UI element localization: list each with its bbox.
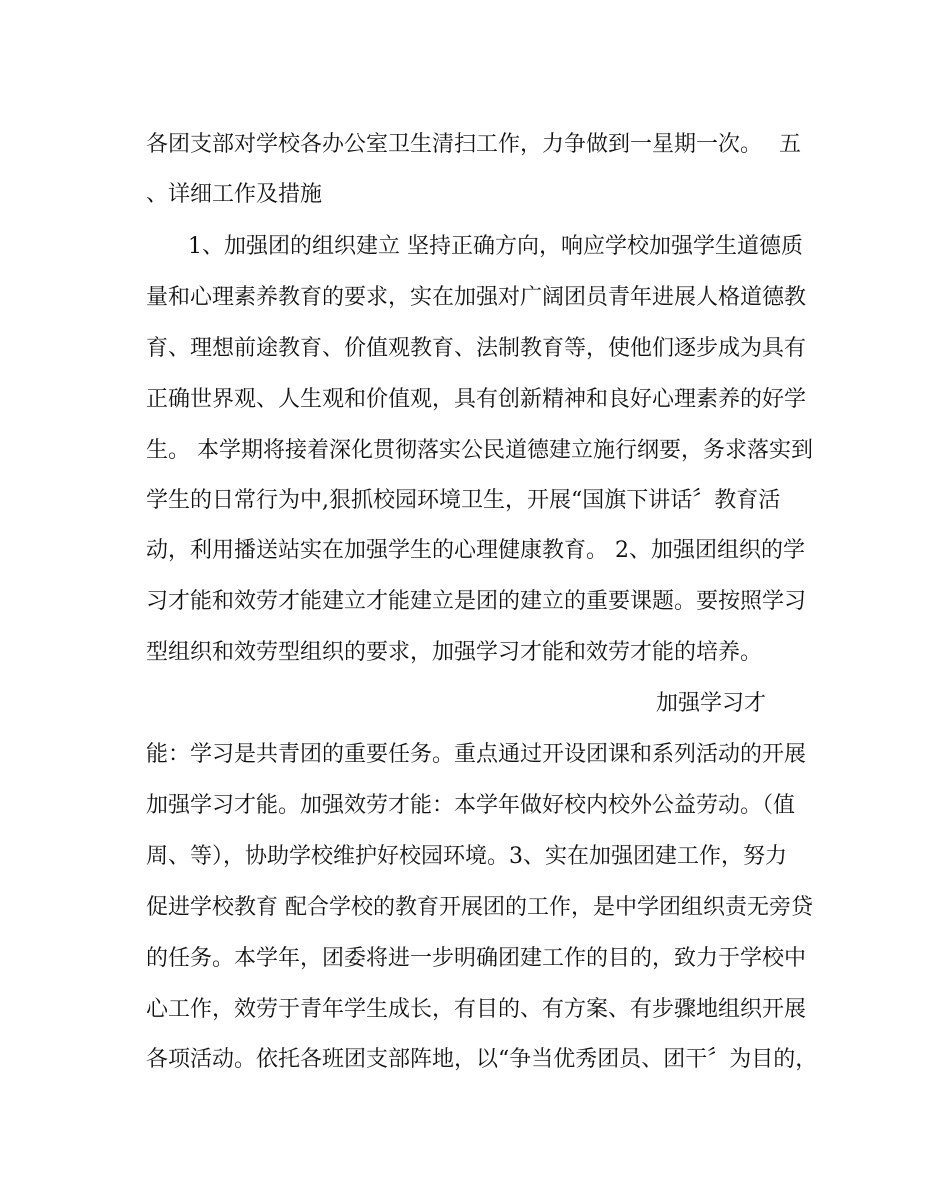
- text-line-13: 能：学习是共青团的重要任务。重点通过开设团课和系列活动的开展: [146, 742, 807, 767]
- text-line-11: 型组织和效劳型组织的要求，加强学习才能和效劳才能的培养。: [146, 640, 763, 665]
- text-line-3: 1、加强团的组织建立 坚持正确方向，响应学校加强学生道德质: [188, 234, 803, 259]
- text-line-2: 、详细工作及措施: [146, 182, 323, 207]
- text-line-9: 动，利用播送站实在加强学生的心理健康教育。 2、加强团组织的学: [146, 538, 805, 563]
- text-line-8: 学生的日常行为中,狠抓校园环境卫生，开展“国旗下讲话〞教育活: [146, 488, 781, 513]
- text-line-4: 量和心理素养教育的要求，实在加强对广阔团员青年进展人格道德教: [146, 285, 807, 310]
- text-line-5: 育、理想前途教育、价值观教育、法制教育等，使他们逐步成为具有: [146, 336, 807, 361]
- text-line-12: 加强学习才: [656, 691, 767, 716]
- text-line-14: 加强学习才能。加强效劳才能：本学年做好校内校外公益劳动。（值: [146, 793, 796, 818]
- text-line-18: 心工作，效劳于青年学生成长，有目的、有方案、有步骤地组织开展: [146, 997, 807, 1022]
- text-line-19: 各项活动。依托各班团支部阵地，以“争当优秀团员、团干〞为目的，: [146, 1047, 818, 1072]
- text-line-16: 促进学校教育 配合学校的教育开展团的工作，是中学团组织责无旁贷: [146, 895, 813, 920]
- text-line-1: 各团支部对学校各办公室卫生清扫工作，力争做到一星期一次。 五: [146, 132, 801, 157]
- text-line-17: 的任务。本学年，团委将进一步明确团建工作的目的，致力于学校中: [146, 946, 807, 971]
- text-line-6: 正确世界观、人生观和价值观，具有创新精神和良好心理素养的好学: [146, 387, 807, 412]
- text-line-7: 生。 本学期将接着深化贯彻落实公民道德建立施行纲要，务求落实到: [146, 438, 813, 463]
- text-line-10: 习才能和效劳才能建立才能建立是团的建立的重要课题。要按照学习: [146, 589, 807, 614]
- text-line-15: 周、等），协助学校维护好校园环境。3、实在加强团建工作，努力: [146, 844, 787, 869]
